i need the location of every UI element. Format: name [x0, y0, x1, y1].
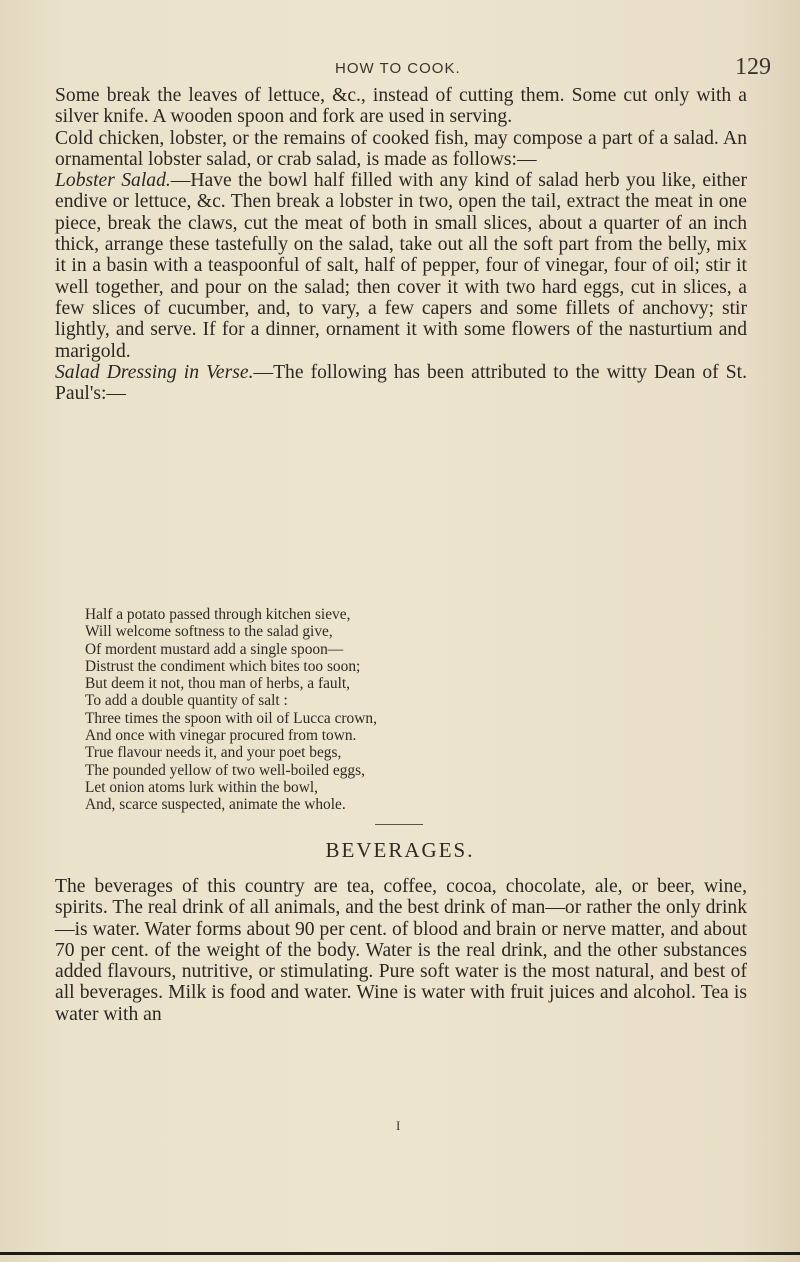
verse-line: The pounded yellow of two well-boiled eggs, [85, 761, 365, 779]
salad-dressing-heading: Salad Dressing in Verse. [55, 361, 254, 383]
salad-dressing-text: —The following has been attributed to the witty Dean of St. Paul's:— [55, 361, 748, 405]
page-header [0, 52, 800, 82]
verse-line: And once with vinegar procured from town. [85, 727, 357, 745]
page-bottom-edge [0, 1252, 800, 1255]
section-divider [375, 824, 423, 825]
signature-mark: I [396, 1118, 401, 1133]
running-head: HOW TO COOK. [335, 60, 461, 77]
paragraph-lettuce: Some break the leaves of lettuce, &c., instead of cutting them. Some cut only with a silver knife. A wooden spoon and fork are used in serving. [55, 85, 747, 128]
verse-line: True flavour needs it, and your poet begs, [85, 744, 342, 762]
verse-line: Will welcome softness to the salad give, [85, 623, 333, 641]
verse-line: Of mordent mustard add a single spoon— [85, 640, 344, 658]
paragraph-cold-chicken: Cold chicken, lobster, or the remains of cooked fish, may compose a part of a salad. An ornamental lobster salad, or crab salad, is made as follows:— [55, 127, 747, 170]
lobster-salad-text: —Have the bowl half filled with any kind of salad herb you like, either endive or lettuce, &c. Then break a lobster in two, open the tail, extract the meat in one piece, break the claws, cut the meat of both in small slices, about a quarter of an inch thick, arrange these tastefully on the salad, take out all the soft part from the belly, mix it in a basin with a teaspoonful of salt, half of pepper, four of vinegar, four of oil; stir it well together, and pour on the salad; then cover it with two hard eggs, cut in slices, a few slices of cucumber, and, to vary, a few capers and some fillets of anchovy; stir lightly, and serve. If for a dinner, ornament it with some flowers of the nasturtium and marigold. [55, 170, 747, 362]
page-number: 129 [735, 54, 771, 80]
verse-line: And, scarce suspected, animate the whole. [85, 796, 346, 814]
beverages-paragraph: The beverages of this country are tea, coffee, cocoa, chocolate, ale, or beer, wine, spirits. The real drink of all animals, and the best drink of man—or rather the only drink—is water. Water forms about 90 per cent. of blood and brain or nerve matter, and about 70 per cent. of the weight of the body. Water is the real drink, and the other substances added flavours, nutritive, or stimulating. Pure soft water is the most natural, and best of all beverages. Milk is food and water. Wine is water with fruit juices and alcohol. Tea is water with an [55, 876, 747, 1025]
paragraph-lobster-salad [55, 170, 747, 362]
verse-line: But deem it not, thou man of herbs, a fault, [85, 675, 351, 693]
paragraph-salad-dressing [55, 362, 747, 405]
verse-block [85, 606, 725, 814]
verse-line: Let onion atoms lurk within the bowl, [85, 778, 318, 796]
verse-line: To add a double quantity of salt : [85, 692, 288, 710]
lobster-salad-heading: Lobster Salad. [55, 170, 171, 192]
body-text [55, 85, 747, 404]
verse-line: Distrust the condiment which bites too soon; [85, 657, 361, 675]
verse-line: Half a potato passed through kitchen sieve, [85, 606, 351, 623]
section-title: BEVERAGES. [325, 838, 475, 862]
verse-line: Three times the spoon with oil of Lucca crown, [85, 709, 377, 727]
